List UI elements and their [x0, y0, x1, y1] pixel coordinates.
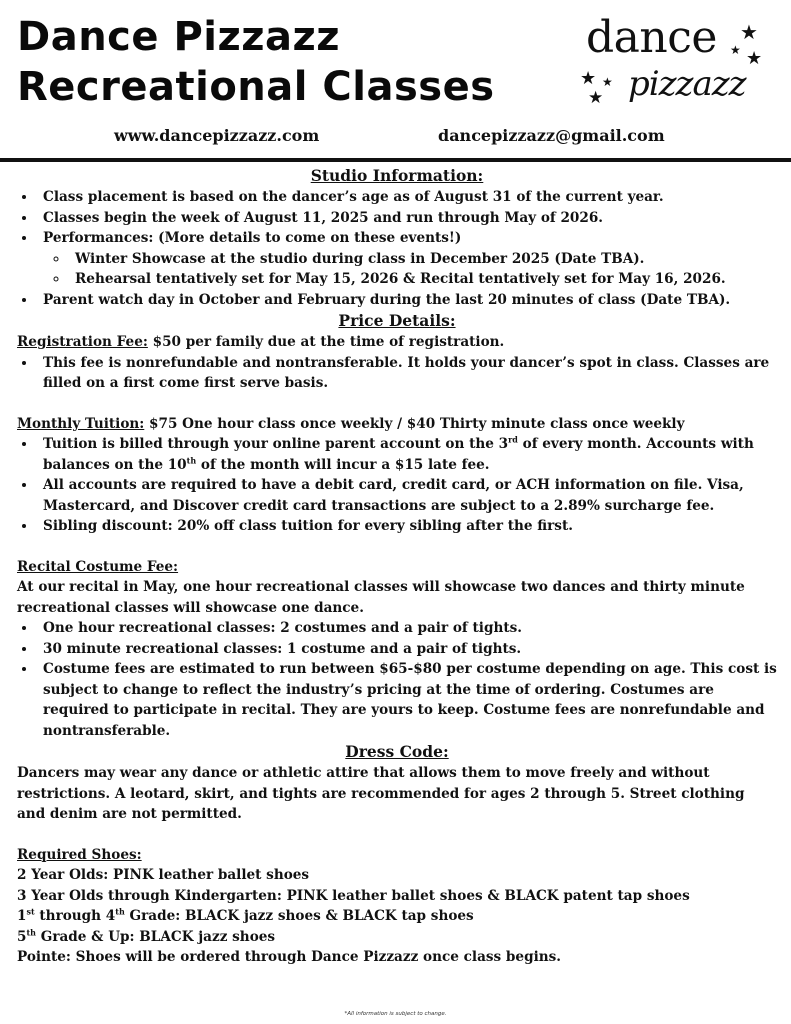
sub-list-item: ◦ Rehearsal tentatively set for May 15, 2026 & Recital tentatively set for May 16, 2026. — [69, 269, 777, 290]
price-details-heading: Price Details: — [338, 311, 456, 330]
star-icon: ★ — [602, 75, 613, 89]
document-header — [0, 0, 791, 158]
star-icon: ★ — [740, 20, 758, 44]
shoes-line — [17, 906, 777, 927]
costume-list — [17, 618, 777, 741]
list-item: • This fee is nonrefundable and nontransferable. It holds your dancer’s spot in class. Classes are filled on a first come first serve basis. — [37, 353, 777, 394]
monthly-tuition-text: $75 One hour class once weekly / $40 Thirty minute class once weekly — [144, 415, 685, 432]
document-title — [17, 12, 495, 112]
costume-fee-label: Recital Costume Fee: — [17, 558, 179, 575]
superscript: th — [26, 926, 36, 937]
website-link[interactable]: www.dancepizzazz.com — [114, 126, 320, 145]
dance-pizzazz-logo — [580, 12, 780, 122]
star-icon: ★ — [746, 48, 763, 69]
list-item: • Sibling discount: 20% off class tuition for every sibling after the first. — [37, 516, 777, 537]
tuition-list — [17, 434, 777, 537]
text: Tuition is billed through your online parent account on the 3 — [43, 436, 509, 452]
registration-fee-text: $50 per family due at the time of registration. — [147, 334, 505, 350]
registration-fee-line — [17, 332, 777, 353]
text: Grade & Up: BLACK jazz shoes — [35, 928, 276, 945]
list-item: • All accounts are required to have a debit card, credit card, or ACH information on file. Visa, Mastercard, and Discover credit card transactions are subject to a 2.89% surcharge fee. — [37, 475, 777, 516]
required-shoes-label-line — [17, 845, 777, 866]
studio-info-list — [17, 187, 777, 310]
superscript: th — [115, 906, 125, 917]
star-icon: ★ — [588, 88, 604, 108]
list-item: • Costume fees are estimated to run between $65-$80 per costume depending on age. This cost is subject to change to reflect the industry’s pricing at the time of ordering. Costumes are required to participate in recital. They are yours to keep. Costume fees are nonrefundable and nontransferable. — [37, 659, 777, 741]
list-item: • 30 minute recreational classes: 1 costume and a pair of tights. — [37, 639, 777, 660]
shoes-line: 3 Year Olds through Kindergarten: PINK leather ballet shoes & BLACK patent tap shoes — [17, 887, 690, 904]
superscript: th — [186, 454, 197, 465]
text: Grade: BLACK jazz shoes & BLACK tap shoes — [124, 908, 474, 924]
list-item — [37, 228, 777, 290]
list-item — [37, 434, 777, 475]
registration-fee-label: Registration Fee: — [17, 334, 148, 350]
shoes-line — [17, 927, 777, 948]
footnote: *All information is subject to change. — [344, 1011, 447, 1017]
superscript: st — [26, 906, 35, 917]
monthly-tuition-line — [17, 414, 777, 435]
costume-intro: At our recital in May, one hour recreational classes will showcase two dances and thirty minute recreational classes will showcase one dance. — [17, 579, 745, 616]
dress-code-heading: Dress Code: — [345, 742, 449, 761]
shoes-line: 2 Year Olds: PINK leather ballet shoes — [17, 867, 310, 883]
text: 1 — [17, 908, 27, 924]
list-item: • Class placement is based on the dancer’s age as of August 31 of the current year. — [37, 187, 777, 208]
list-item: • Classes begin the week of August 11, 2025 and run through May of 2026. — [37, 208, 777, 229]
logo-word-dance: dance — [586, 12, 717, 63]
text: of the month will incur a $15 late fee. — [196, 456, 490, 473]
email-link[interactable]: dancepizzazz@gmail.com — [438, 126, 665, 145]
star-icon: ★ — [730, 43, 741, 57]
shoes-line: Pointe: Shoes will be ordered through Dance Pizzazz once class begins. — [17, 949, 562, 965]
title-line-1: Dance Pizzazz — [17, 14, 341, 60]
registration-list — [17, 353, 777, 394]
performances-sublist — [43, 249, 777, 290]
costume-fee-label-line — [17, 557, 777, 578]
list-item: • Parent watch day in October and February during the last 20 minutes of class (Date TBA). — [37, 290, 777, 311]
text: of every month. Accounts with balances on the 10 — [43, 436, 754, 473]
text: 5 — [17, 928, 27, 945]
required-shoes-label: Required Shoes: — [17, 846, 142, 863]
logo-word-pizzazz: pizzazz — [628, 64, 746, 104]
superscript: rd — [508, 434, 518, 445]
dress-code-text: Dancers may wear any dance or athletic attire that allows them to move freely and without restrictions. A leotard, skirt, and tights are recommended for ages 2 through 5. Street clothing and denim are not permitted. — [17, 765, 745, 822]
document-body — [17, 165, 777, 968]
star-icon: ★ — [580, 68, 597, 89]
monthly-tuition-label: Monthly Tuition: — [17, 415, 145, 432]
studio-info-heading: Studio Information: — [310, 166, 484, 185]
sub-list-item: ◦ Winter Showcase at the studio during class in December 2025 (Date TBA). — [69, 249, 777, 270]
header-divider — [0, 158, 791, 162]
list-item: • One hour recreational classes: 2 costumes and a pair of tights. — [37, 618, 777, 639]
list-item-text: Performances: (More details to come on these events!) — [43, 230, 462, 246]
title-line-2: Recreational Classes — [17, 64, 495, 110]
text: through 4 — [34, 908, 116, 924]
